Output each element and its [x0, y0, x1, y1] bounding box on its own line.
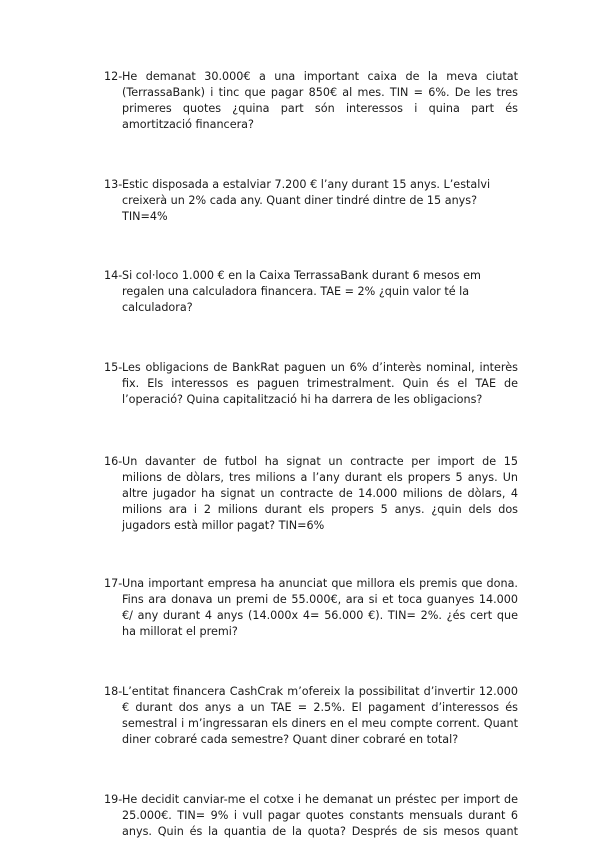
problem-16 [104, 454, 518, 534]
problem-text-line: diner cobraré cada semestre? Quant diner cobraré en total? [122, 733, 459, 746]
problem-text-line: l’operació? Quina capitalització hi ha darrera de les obligacions? [122, 393, 483, 406]
problem-text-line: €/ any durant 4 anys (14.000x 4= 56.000 €). TIN= 2%. ¿és cert que [122, 609, 518, 622]
problem-text-line: fix. Els interessos es paguen trimestralment. Quin és el TAE de [122, 377, 518, 390]
problem-number: 18- [104, 685, 123, 698]
problem-number: 19- [104, 793, 123, 806]
problem-text-line: milions de dòlars, tres milions a l’any durant els propers 5 anys. Un [122, 471, 518, 484]
problem-19 [104, 792, 518, 840]
problem-text-line: amortització financera? [122, 118, 254, 131]
problem-text-line: Fins ara donava un premi de 55.000€, ara si et toca guanyes 14.000 [122, 593, 518, 606]
problem-text-line: semestral i m’ingressaran els diners en el meu compte corrent. Quant [122, 717, 518, 730]
problem-text-line: TIN=4% [122, 210, 168, 223]
problem-17 [104, 576, 518, 640]
problem-text-line: 25.000€. TIN= 9% i vull pagar quotes constants mensuals durant 6 [122, 809, 518, 822]
problem-number: 13- [104, 178, 123, 191]
problem-13 [104, 177, 518, 225]
problem-text-line: ha millorat el premi? [122, 625, 238, 638]
problem-text-line: Les obligacions de BankRat paguen un 6% d’interès nominal, interès [122, 361, 518, 374]
problem-number: 16- [104, 455, 123, 468]
problem-text-line: regalen una calculadora financera. TAE = 2% ¿quin valor té la [122, 285, 470, 298]
problem-text-line: anys. Quin és la quantia de la quota? Després de sis mesos quant [122, 825, 518, 838]
problem-12 [104, 69, 518, 133]
problem-text-line: calculadora? [122, 301, 193, 314]
problem-text-line: € durant dos anys a un TAE = 2.5%. El pagament d’interessos és [122, 701, 518, 714]
problem-number: 15- [104, 361, 123, 374]
problem-text-line: (TerrassaBank) i tinc que pagar 850€ al mes. TIN = 6%. De les tres [122, 86, 518, 99]
problem-text-line: altre jugador ha signat un contracte de 14.000 milions de dòlars, 4 [122, 487, 518, 500]
problem-text-line: He decidit canviar-me el cotxe i he demanat un préstec per import de [122, 793, 518, 806]
problem-14 [104, 268, 518, 316]
problem-text-line: Una important empresa ha anunciat que millora els premis que dona. [122, 577, 518, 590]
problem-text-line: He demanat 30.000€ a una important caixa de la meva ciutat [122, 70, 518, 83]
problem-text-line: milions ara i 2 milions durant els propers 5 anys. ¿quin dels dos [122, 503, 518, 516]
problem-text-line: creixerà un 2% cada any. Quant diner tindré dintre de 15 anys? [122, 194, 478, 207]
problem-number: 14- [104, 269, 123, 282]
problem-text-line: L’entitat financera CashCrak m’ofereix la possibilitat d’invertir 12.000 [122, 685, 518, 698]
problem-number: 12- [104, 70, 123, 83]
problem-text-line: primeres quotes ¿quina part són interessos i quina part és [122, 102, 518, 115]
problem-text-line: jugadors està millor pagat? TIN=6% [122, 519, 325, 532]
problem-text-line: Estic disposada a estalviar 7.200 € l’any durant 15 anys. L’estalvi [122, 178, 491, 191]
problem-15 [104, 360, 518, 408]
problem-18 [104, 684, 518, 748]
problem-number: 17- [104, 577, 123, 590]
problem-text-line: Un davanter de futbol ha signat un contracte per import de 15 [122, 455, 518, 468]
problem-text-line: Si col·loco 1.000 € en la Caixa TerrassaBank durant 6 mesos em [122, 269, 481, 282]
